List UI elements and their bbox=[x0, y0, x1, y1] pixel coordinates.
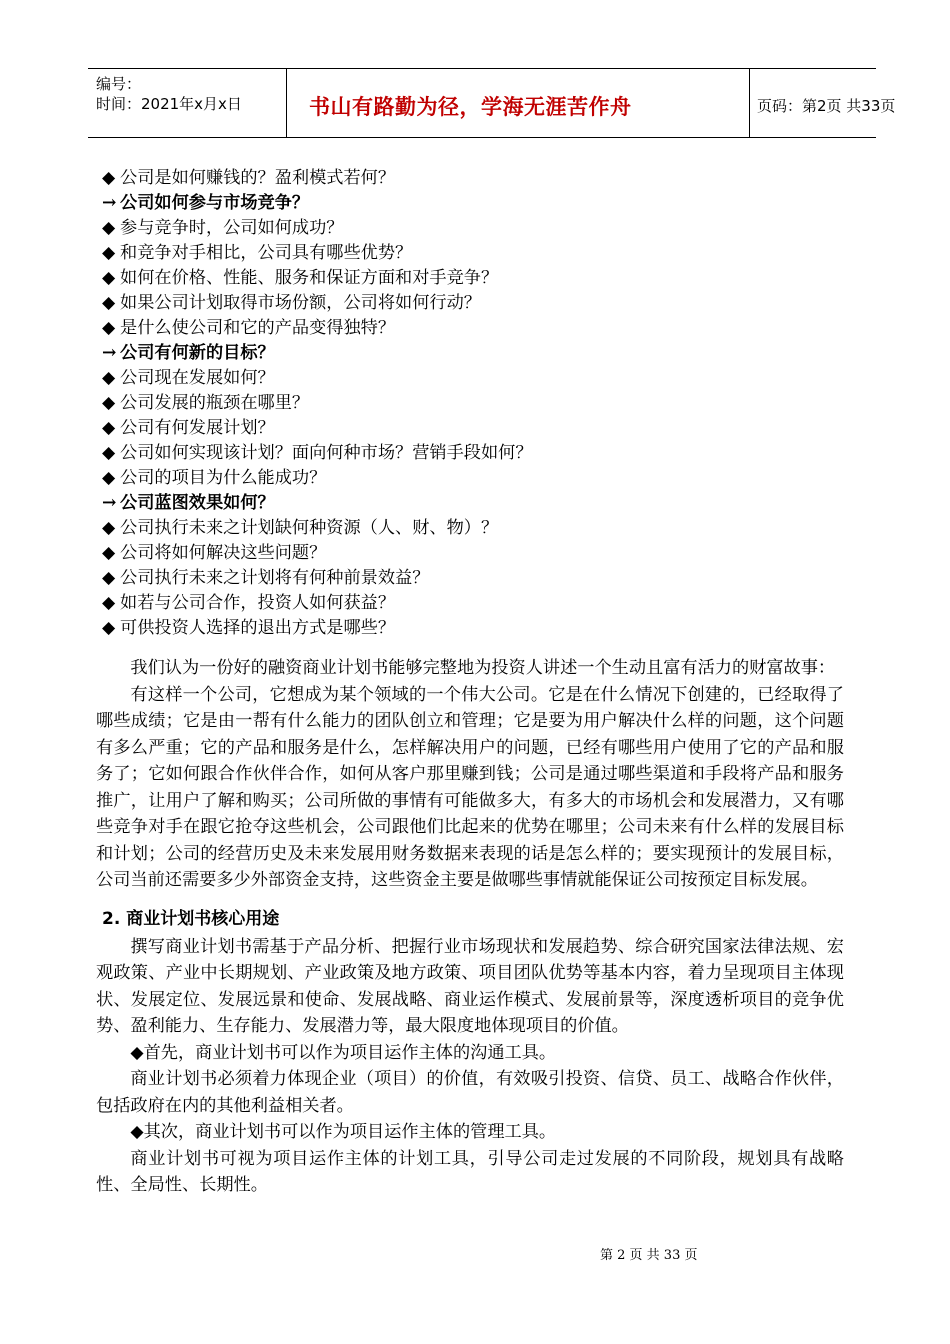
item-text: 和竞争对手相比，公司具有哪些优势？ bbox=[120, 243, 413, 263]
header-meta-cell bbox=[88, 69, 286, 137]
item-text: 可供投资人选择的退出方式是哪些？ bbox=[120, 618, 396, 638]
page-footer: 第 2 页 共 33 页 bbox=[600, 1248, 698, 1263]
diamond-bullet-icon: ◆ bbox=[102, 368, 116, 388]
item-text: 公司如何参与市场竞争？ bbox=[120, 193, 310, 213]
header-page: 页码：第2页 共33页 bbox=[757, 97, 896, 115]
section-paragraph: ◆首先，商业计划书可以作为项目运作主体的沟通工具。 bbox=[130, 1042, 557, 1063]
diamond-bullet-icon: ◆ bbox=[102, 318, 116, 338]
header-time: 时间：2021年x月x日 bbox=[96, 95, 242, 113]
section-paragraph: 撰写商业计划书需基于产品分析、把握行业市场现状和发展趋势、综合研究国家法律法规、宏观政策、产业中长期规划、产业政策及地方政策、项目团队优势等基本内容，着力呈现项目主体现状、发展定位、发展远景和使命、发展战略、商业运作模式、发展前景等，深度透析项目的竞争优势、盈利能力、生存能力、发展潜力等，最大限度地体现项目的价值。 bbox=[96, 936, 844, 1036]
item-text: 公司蓝图效果如何？ bbox=[120, 493, 275, 513]
question-item bbox=[102, 241, 852, 266]
question-item bbox=[102, 391, 852, 416]
item-text: 公司现在发展如何？ bbox=[120, 368, 275, 388]
question-item bbox=[102, 566, 852, 591]
item-text: 是什么使公司和它的产品变得独特？ bbox=[120, 318, 396, 338]
question-item bbox=[102, 441, 852, 466]
section-block bbox=[96, 934, 844, 1199]
arrow-icon: → bbox=[102, 193, 117, 213]
diamond-bullet-icon: ◆ bbox=[102, 518, 116, 538]
question-item bbox=[102, 591, 852, 616]
question-item bbox=[102, 616, 852, 641]
question-heading bbox=[102, 491, 852, 516]
diamond-bullet-icon: ◆ bbox=[102, 293, 116, 313]
header-number: 编号： bbox=[96, 75, 142, 93]
arrow-icon: → bbox=[102, 343, 117, 363]
diamond-bullet-icon: ◆ bbox=[102, 468, 116, 488]
intro-paragraph: 我们认为一份好的融资商业计划书能够完整地为投资人讲述一个生动且富有活力的财富故事： bbox=[130, 658, 836, 678]
question-item bbox=[102, 291, 852, 316]
item-text: 公司的项目为什么能成功？ bbox=[120, 468, 327, 488]
item-text: 如若与公司合作，投资人如何获益？ bbox=[120, 593, 396, 613]
document-body bbox=[96, 166, 852, 1199]
section-paragraph: 商业计划书必须着力体现企业（项目）的价值，有效吸引投资、信贷、员工、战略合作伙伴，包括政府在内的其他利益相关者。 bbox=[96, 1069, 844, 1116]
item-text: 参与竞争时，公司如何成功？ bbox=[120, 218, 344, 238]
diamond-bullet-icon: ◆ bbox=[102, 593, 116, 613]
diamond-bullet-icon: ◆ bbox=[102, 618, 116, 638]
question-heading bbox=[102, 191, 852, 216]
question-item bbox=[102, 166, 852, 191]
question-item bbox=[102, 541, 852, 566]
question-item bbox=[102, 516, 852, 541]
item-text: 如果公司计划取得市场份额，公司将如何行动？ bbox=[120, 293, 481, 313]
intro-block bbox=[96, 655, 844, 894]
question-item bbox=[102, 466, 852, 491]
question-item bbox=[102, 416, 852, 441]
item-text: 公司有何新的目标？ bbox=[120, 343, 275, 363]
diamond-bullet-icon: ◆ bbox=[102, 268, 116, 288]
header-page-cell bbox=[749, 69, 896, 137]
item-text: 公司是如何赚钱的？盈利模式若何？ bbox=[120, 168, 396, 188]
question-heading bbox=[102, 341, 852, 366]
diamond-bullet-icon: ◆ bbox=[102, 418, 116, 438]
story-paragraph: 有这样一个公司，它想成为某个领域的一个伟大公司。它是在什么情况下创建的，已经取得了哪些成绩；它是由一帮有什么能力的团队创立和管理；它是要为用户解决什么样的问题，这个问题有多么严重；它的产品和服务是什么，怎样解决用户的问题，已经有哪些用户使用了它的产品和服务了；它如何跟合作伙伴合作，如何从客户那里赚到钱；公司是通过哪些渠道和手段将产品和服务推广，让用户了解和购买；公司所做的事情有可能做多大，有多大的市场机会和发展潜力，又有哪些竞争对手在跟它抢夺这些机会，公司跟他们比起来的优势在哪里；公司未来有什么样的发展目标和计划；公司的经营历史及未来发展用财务数据来表现的话是怎么样的；要实现预计的发展目标，公司当前还需要多少外部资金支持，这些资金主要是做哪些事情就能保证公司按预定目标发展。 bbox=[96, 684, 844, 890]
header-motto-cell bbox=[286, 69, 750, 137]
item-text: 公司执行未来之计划将有何种前景效益？ bbox=[120, 568, 430, 588]
item-text: 如何在价格、性能、服务和保证方面和对手竞争？ bbox=[120, 268, 499, 288]
question-list bbox=[102, 166, 852, 641]
diamond-bullet-icon: ◆ bbox=[102, 443, 116, 463]
question-item bbox=[102, 366, 852, 391]
question-item bbox=[102, 216, 852, 241]
item-text: 公司有何发展计划？ bbox=[120, 418, 275, 438]
arrow-icon: → bbox=[102, 493, 117, 513]
diamond-bullet-icon: ◆ bbox=[102, 243, 116, 263]
item-text: 公司执行未来之计划缺何种资源（人、财、物）？ bbox=[120, 518, 499, 538]
diamond-bullet-icon: ◆ bbox=[102, 218, 116, 238]
item-text: 公司如何实现该计划？面向何种市场？营销手段如何？ bbox=[120, 443, 533, 463]
item-text: 公司发展的瓶颈在哪里？ bbox=[120, 393, 310, 413]
diamond-bullet-icon: ◆ bbox=[102, 393, 116, 413]
question-item bbox=[102, 266, 852, 291]
document-header bbox=[88, 68, 896, 138]
question-item bbox=[102, 316, 852, 341]
diamond-bullet-icon: ◆ bbox=[102, 168, 116, 188]
header-motto: 书山有路勤为径，学海无涯苦作舟 bbox=[309, 95, 632, 119]
section-title: 2. 商业计划书核心用途 bbox=[102, 908, 280, 929]
diamond-bullet-icon: ◆ bbox=[102, 543, 116, 563]
diamond-bullet-icon: ◆ bbox=[102, 568, 116, 588]
spacer bbox=[102, 641, 852, 655]
item-text: 公司将如何解决这些问题？ bbox=[120, 543, 327, 563]
section-paragraph: 商业计划书可视为项目运作主体的计划工具，引导公司走过发展的不同阶段，规划具有战略性、全局性、长期性。 bbox=[96, 1148, 844, 1195]
section-paragraph: ◆其次，商业计划书可以作为项目运作主体的管理工具。 bbox=[130, 1122, 557, 1142]
